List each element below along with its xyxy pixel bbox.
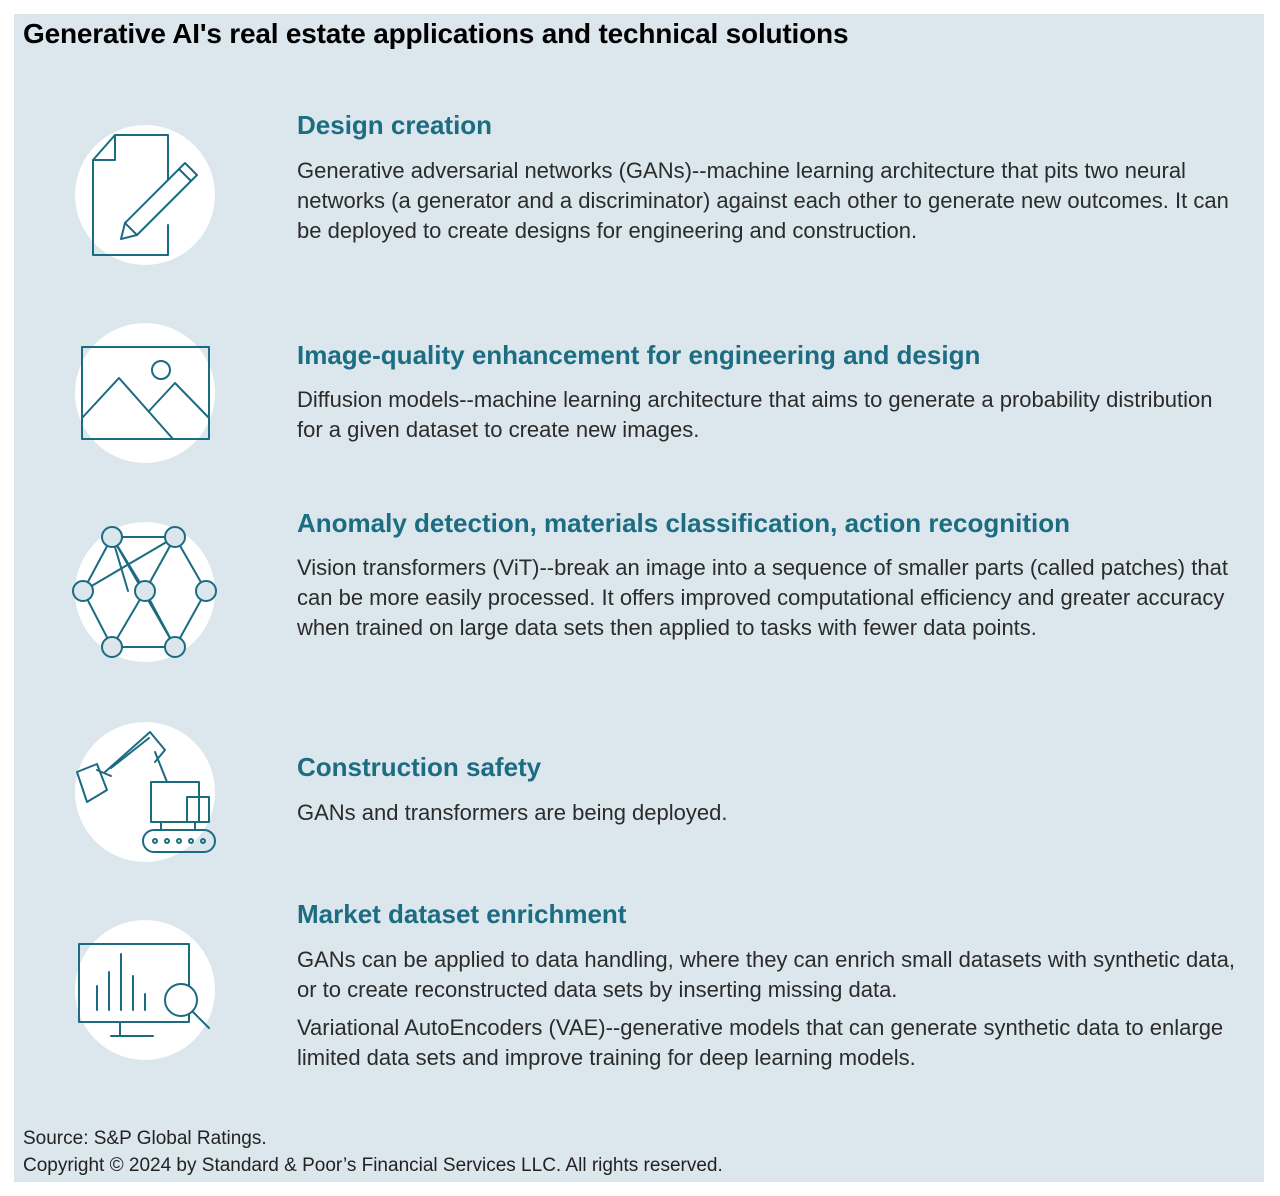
section-paragraph: GANs can be applied to data handling, where they can enrich small datasets with synthetic data, or to create reconstructed data sets by inserting missing data.	[297, 947, 1235, 1002]
section-heading-image-quality: Image-quality enhancement for engineering and design	[297, 340, 981, 370]
section-paragraph: Diffusion models--machine learning architecture that aims to generate a probability distribution for a given dataset to create new images.	[297, 387, 1213, 442]
excavator-icon	[75, 722, 215, 862]
section-heading-design-creation: Design creation	[297, 110, 493, 140]
section-body-design-creation	[297, 156, 1237, 254]
section-heading-market-dataset: Market dataset enrichment	[297, 899, 627, 929]
section-paragraph: Vision transformers (ViT)--break an image into a sequence of smaller parts (called patches) that can be more easily processed. It offers improved computational efficiency and greater accuracy when trained on large data sets then applied to tasks with fewer data points.	[297, 555, 1228, 640]
footer	[23, 1125, 723, 1179]
section-paragraph: GANs and transformers are being deployed.	[297, 800, 728, 825]
section-body-construction-safety	[297, 798, 1237, 836]
section-heading-anomaly-detection: Anomaly detection, materials classification, action recognition	[297, 508, 1070, 538]
section-body-anomaly-detection	[297, 553, 1237, 651]
source-note: Source: S&P Global Ratings.	[23, 1128, 267, 1149]
page-title: Generative AI's real estate applications and technical solutions	[23, 18, 849, 49]
section-body-market-dataset	[297, 945, 1237, 1081]
document-pencil-icon	[75, 125, 215, 265]
copyright-note: Copyright © 2024 by Standard & Poor’s Financial Services LLC. All rights reserved.	[23, 1155, 723, 1176]
chart-magnifier-icon	[75, 920, 215, 1060]
section-heading-construction-safety: Construction safety	[297, 752, 542, 782]
section-paragraph: Generative adversarial networks (GANs)--machine learning architecture that pits two neural networks (a generator and a discriminator) against each other to generate new outcomes. It can be deployed to create designs for engineering and construction.	[297, 158, 1229, 243]
section-body-image-quality	[297, 385, 1237, 453]
neural-network-icon	[75, 522, 215, 662]
image-landscape-icon	[75, 323, 215, 463]
section-paragraph: Variational AutoEncoders (VAE)--generative models that can generate synthetic data to enlarge limited data sets and improve training for deep learning models.	[297, 1015, 1224, 1070]
